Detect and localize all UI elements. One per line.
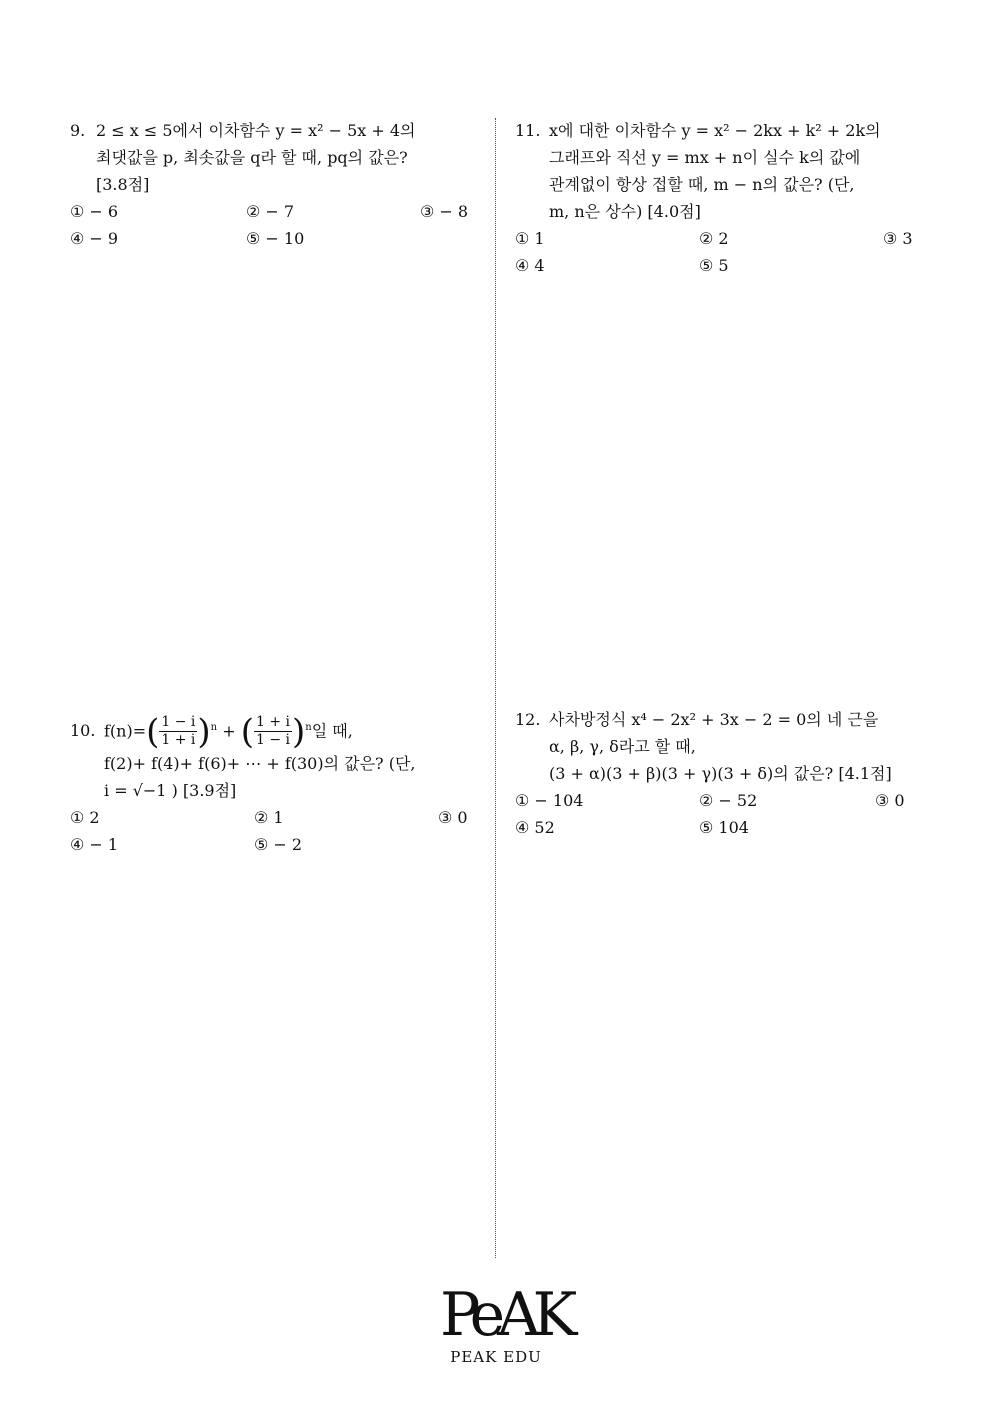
choice-4[interactable]: ④ − 1	[70, 835, 119, 854]
problem-10	[70, 706, 480, 858]
problem-number: 9.	[70, 121, 86, 140]
choice-1[interactable]: ① − 104	[515, 791, 584, 810]
problem-line	[515, 117, 925, 144]
problem-text: f(2)+ f(4)+ f(6)+ ⋯ + f(30)의 값은? (단,	[104, 754, 416, 773]
problem-9	[70, 117, 480, 252]
problem-text: 그래프와 직선 y = mx + n이 실수 k의 값에	[549, 148, 861, 167]
problem-text: α, β, γ, δ라고 할 때,	[549, 737, 696, 756]
choice-2[interactable]: ② 1	[254, 808, 284, 827]
logo-mark: PeAK	[440, 1280, 570, 1350]
choice-5[interactable]: ⑤ 104	[699, 818, 749, 837]
problem-number: 12.	[515, 710, 541, 729]
choice-1[interactable]: ① − 6	[70, 202, 119, 221]
problem-text: 2 ≤ x ≤ 5에서 이차함수 y = x² − 5x + 4의	[96, 121, 416, 140]
problem-line	[70, 171, 480, 198]
problem-text: 관계없이 항상 접할 때, m − n의 값은? (단,	[549, 175, 855, 194]
problem-line	[70, 777, 480, 804]
choices	[70, 804, 480, 858]
problem-11	[515, 117, 925, 279]
problem-text: i = √−1 ) [3.9점]	[104, 781, 237, 800]
problem-line	[515, 706, 925, 733]
problem-text: m, n은 상수) [4.0점]	[549, 202, 701, 221]
problem-line	[515, 171, 925, 198]
problem-number: 10.	[70, 721, 96, 741]
formula-suffix: 일 때,	[311, 721, 353, 741]
problem-text: (3 + α)(3 + β)(3 + γ)(3 + δ)의 값은? [4.1점]	[549, 764, 892, 783]
choice-4[interactable]: ④ − 9	[70, 229, 119, 248]
problem-line	[515, 144, 925, 171]
problem-text: 사차방정식 x⁴ − 2x² + 3x − 2 = 0의 네 근을	[549, 710, 879, 729]
choices	[70, 198, 480, 252]
problem-text: x에 대한 이차함수 y = x² − 2kx + k² + 2k의	[549, 121, 881, 140]
choice-4[interactable]: ④ 4	[515, 256, 545, 275]
choice-3[interactable]: ③ 0	[875, 791, 905, 810]
choices	[515, 225, 925, 279]
choice-3[interactable]: ③ − 8	[420, 202, 469, 221]
choice-5[interactable]: ⑤ 5	[699, 256, 729, 275]
exponent: n	[305, 722, 312, 733]
exponent: n	[210, 722, 218, 733]
choice-1[interactable]: ① 1	[515, 229, 545, 248]
problem-line	[515, 733, 925, 760]
choice-1[interactable]: ① 2	[70, 808, 100, 827]
formula-prefix: f(n)=	[104, 721, 147, 741]
choice-2[interactable]: ② − 52	[699, 791, 758, 810]
fraction: $\frac{1 - i}{1 + i}$	[161, 714, 196, 749]
problem-line	[70, 750, 480, 777]
problem-line	[515, 198, 925, 225]
fraction: $\frac{1 + i}{1 - i}$	[255, 714, 290, 749]
choice-3[interactable]: ③ 0	[438, 808, 468, 827]
choice-5[interactable]: ⑤ − 10	[246, 229, 305, 248]
problem-number: 11.	[515, 121, 541, 140]
logo-text: PEAK EDU	[450, 1348, 542, 1366]
problem-line	[515, 760, 925, 787]
choices	[515, 787, 925, 841]
choice-5[interactable]: ⑤ − 2	[254, 835, 303, 854]
choice-2[interactable]: ② 2	[699, 229, 729, 248]
problem-12	[515, 706, 925, 841]
choice-3[interactable]: ③ 3	[883, 229, 913, 248]
choice-2[interactable]: ② − 7	[246, 202, 295, 221]
choice-4[interactable]: ④ 52	[515, 818, 555, 837]
problem-points: [3.8점]	[96, 175, 150, 194]
problem-line	[70, 117, 480, 144]
problem-line	[70, 144, 480, 171]
column-divider	[495, 118, 496, 1258]
peak-edu-logo	[440, 1280, 570, 1366]
problem-line: 10. f(n)=( $\frac{1 - i}{1 + i}$ )$^n$ + ( $\frac{1 + i}{1 - i}$ )$^n$일 때,	[70, 706, 480, 750]
problem-text: 최댓값을 p, 최솟값을 q라 할 때, pq의 값은?	[96, 148, 408, 167]
